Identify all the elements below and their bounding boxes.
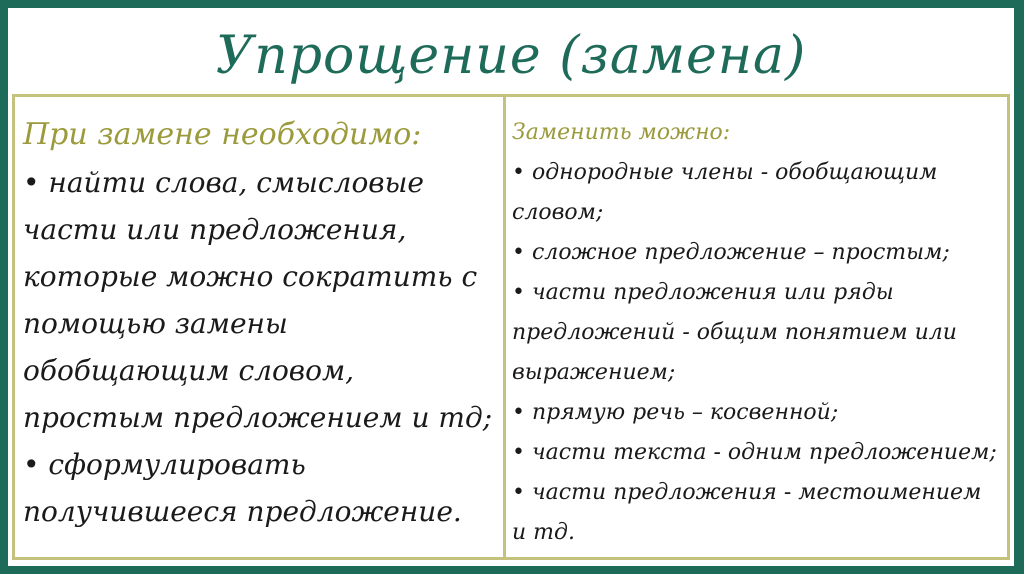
right-heading: Заменить можно: (512, 120, 731, 145)
content-table (12, 94, 1010, 560)
right-item-2 (512, 233, 1000, 273)
right-item-1-text: однородные члены - обобщающим словом; (512, 160, 938, 225)
right-item-4-text: прямую речь – косвенной; (531, 400, 839, 425)
bullet-icon: • (23, 448, 40, 481)
slide (8, 8, 1014, 566)
bullet-icon: • (23, 166, 40, 199)
bullet-icon: • (512, 400, 525, 425)
right-item-3 (512, 273, 1000, 393)
left-heading: При замене необходимо: (23, 117, 422, 152)
right-item-6 (512, 473, 1000, 553)
bullet-icon: • (512, 160, 525, 185)
left-item-1 (23, 159, 493, 441)
right-column (512, 115, 1000, 553)
column-divider (503, 97, 506, 557)
slide-title: Упрощение (замена) (215, 26, 807, 86)
left-item-2 (23, 441, 493, 535)
bullet-icon: • (512, 480, 525, 505)
bullet-icon: • (512, 240, 525, 265)
left-item-1-text: найти слова, смысловые части или предложения, которые можно сократить с помощью замены обобщающим словом, простым предложением и тд; (23, 166, 493, 434)
left-item-2-text: сформулировать получившееся предложение. (23, 448, 462, 528)
bullet-icon: • (512, 440, 525, 465)
right-item-6-text: части предложения - местоимением и тд. (512, 480, 982, 545)
right-item-5-text: части текста - одним предложением; (531, 440, 997, 465)
right-item-2-text: сложное предложение – простым; (531, 240, 950, 265)
right-item-1 (512, 153, 1000, 233)
bullet-icon: • (512, 280, 525, 305)
right-item-4 (512, 393, 1000, 433)
left-column (23, 113, 493, 535)
right-item-5 (512, 433, 1000, 473)
right-item-3-text: части предложения или ряды предложений - общим понятием или выражением; (512, 280, 957, 385)
